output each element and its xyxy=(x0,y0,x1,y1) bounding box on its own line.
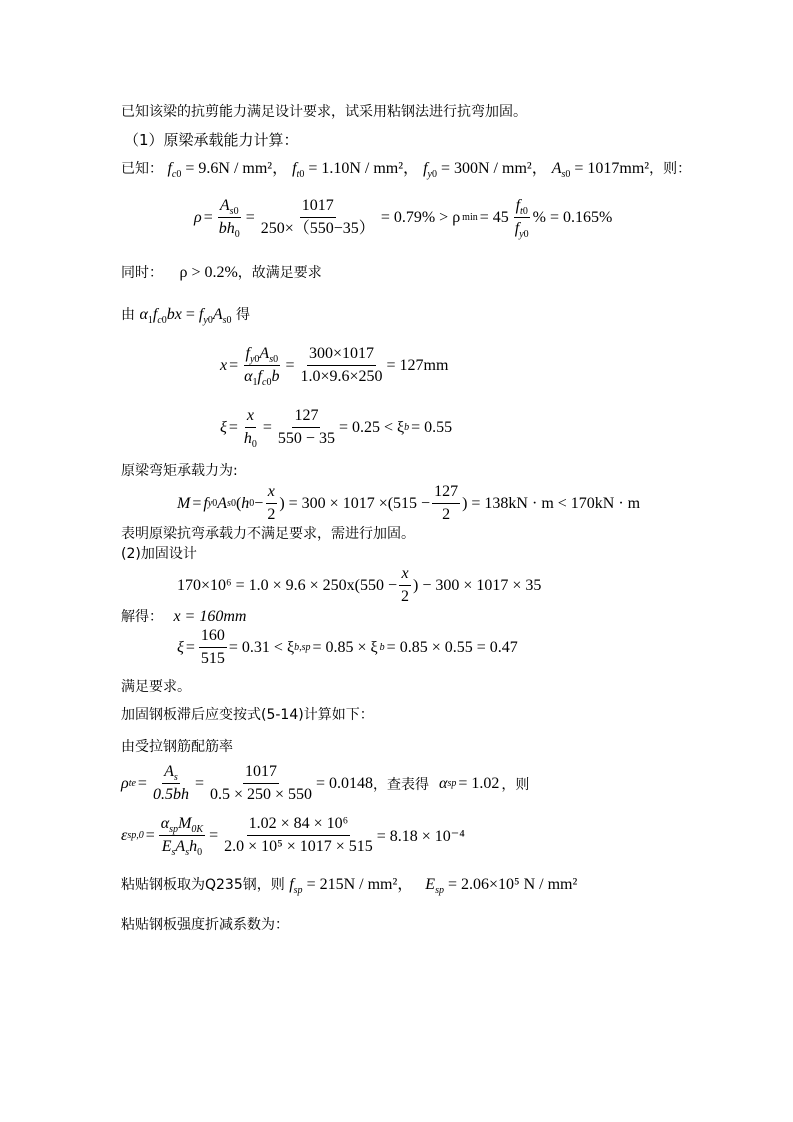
xi-result: = 0.25 < ξ xyxy=(338,418,405,436)
ft0-value: = 1.10N / mm² xyxy=(308,160,404,177)
known-then: ，则： xyxy=(649,161,692,177)
xi2-denominator: 515 xyxy=(200,650,225,667)
eps-result: = 8.18 × 10⁻⁴ xyxy=(376,827,465,845)
xi2-tail: = 0.85 × ξ xyxy=(312,638,378,656)
moment-equation: M = f y 0 A s 0 ( h 0 − $\frac{x}{2}$ ) = 300 × 1017 × (515 − $\frac{127}{2}$ ) = 138kN · m < 170kN · m xyxy=(177,483,641,523)
moment-result: ) = 138kN · m < 170kN · m xyxy=(462,494,641,512)
ok-text: 满足要求。 xyxy=(121,679,191,695)
rho-result: % = 0.165% xyxy=(532,208,613,226)
also-line xyxy=(121,264,322,282)
moment-label: 原梁弯矩承载力为: xyxy=(121,463,238,479)
x-denominator: 1.0×9.6×250 xyxy=(300,368,383,385)
from-line: 由 $\alpha_1f_{c0}bx = f_{y0}A_{s0}$ 得 xyxy=(121,306,250,327)
fy0-value: = 300N / mm² xyxy=(440,160,532,177)
rho-denominator: 250×（550−35） xyxy=(260,220,375,237)
steel-E-value: = 2.06×10⁵ N / mm² xyxy=(447,876,578,893)
As0-value: = 1017mm² xyxy=(574,160,650,177)
rho-numerator: 1017 xyxy=(300,196,336,218)
moment-frac-num: 127 xyxy=(432,482,460,504)
moment-frac-den: 2 xyxy=(442,506,451,523)
known-label: 已知： xyxy=(121,161,163,177)
rho-te-equation: ρ te = $\frac{A_s}{0.5bh}$ = $\frac{1017}{0.5 \times 250 \times 550}$ = 0.0148 ，查表得 α sp = 1.02 ，则 xyxy=(121,763,530,803)
moment-conclusion: 表明原梁抗弯承载力不满足要求，需进行加固。 xyxy=(121,526,415,542)
also-expr: ρ > 0.2% xyxy=(179,264,238,281)
rho-te-label: 由受拉钢筋配筋率 xyxy=(121,739,233,755)
section-2-heading: (2)加固设计 xyxy=(121,546,197,562)
x-result: = 127mm xyxy=(386,356,449,374)
rho-te-den2: 0.5 × 250 × 550 xyxy=(209,786,313,803)
solve-line xyxy=(121,608,246,626)
xi-numerator: 127 xyxy=(292,406,320,428)
rho-te-lookup: ，查表得 xyxy=(373,776,430,793)
steel-label: 粘贴钢板取为Q235钢，则 xyxy=(121,877,285,893)
solve-value: x = 160mm xyxy=(173,608,247,625)
design-left: 170×10⁶ = 1.0 × 9.6 × 250x(550 − xyxy=(177,576,398,594)
rho-te-result: = 0.0148 xyxy=(316,774,374,792)
solve-label: 解得： xyxy=(121,609,163,625)
steel-f-value: = 215N / mm² xyxy=(306,876,398,893)
xi-denominator: 550 − 35 xyxy=(277,430,335,447)
from-label: 由 xyxy=(121,307,135,323)
fc0-value: = 9.6N / mm² xyxy=(185,160,273,177)
lag-label: 加固钢板滞后应变按式(5-14)计算如下： xyxy=(121,707,374,723)
reduction-label: 粘贴钢板强度折减系数为： xyxy=(121,917,289,933)
rho-te-den1: 0.5bh xyxy=(152,786,189,803)
xi2-equation: ξ = $\frac{160}{515}$ = 0.31 < ξ b,sp = 0.85 × ξ b = 0.85 × 0.55 = 0.47 xyxy=(177,627,518,667)
rho-te-num2: 1017 xyxy=(243,762,279,784)
x-equation: x = $\frac{f_{y0}A_{s0}}{\alpha_1f_{c0}b}$ = $\frac{300\times 1017}{1.0\times 9.6\times 250}$ = 127mm xyxy=(220,345,449,389)
rho-equation: ρ = $\frac{A_{s0}}{bh_0}$ = $\frac{1017}{250\times(550-35)}$ = 0.79% > ρ min = 45 $\frac{f_{t0}}{f_{y0}}$ % = 0.165% xyxy=(194,197,613,241)
eps-numerator: 1.02 × 84 × 10⁶ xyxy=(247,814,351,836)
epsilon-equation: ε sp,0 = $\frac{\alpha_{sp}M_{0K}}{E_sA_sh_0}$ = $\frac{\text{1.02 × 84 × 10⁶}}{\text{2.0 × 10⁵ × 1017 × 515}}$ = 8.18 × 10⁻⁴ xyxy=(121,815,465,859)
design-equation: 170×10⁶ = 1.0 × 9.6 × 250x(550 − $\frac{x}{2}$ ) − 300 × 1017 × 35 xyxy=(177,565,542,605)
also-tail: ，故满足要求 xyxy=(237,265,322,281)
rho-mid: = 0.79% > ρ xyxy=(380,208,461,226)
eps-denominator: 2.0 × 10⁵ × 1017 × 515 xyxy=(224,838,373,855)
intro-text: 已知该梁的抗剪能力满足设计要求，试采用粘钢法进行抗弯加固。 xyxy=(121,104,527,120)
from-tail: 得 xyxy=(235,307,250,323)
section-1-heading: （1）原梁承载能力计算： xyxy=(124,131,299,149)
also-label: 同时： xyxy=(121,265,163,281)
xi2-tail2: = 0.85 × 0.55 = 0.47 xyxy=(386,638,518,656)
moment-part1: (515 − xyxy=(387,494,431,512)
steel-line: 粘贴钢板取为Q235钢，则 $f_{sp} = 215N / mm^2$， $E_{sp} = 2.06\times 10^5$ N / mm² xyxy=(121,876,578,897)
x-numerator: 300×1017 xyxy=(307,344,376,366)
xi-b-value: = 0.55 xyxy=(411,418,453,436)
xi2-numerator: 160 xyxy=(199,626,227,648)
xi2-result: = 0.31 < ξ xyxy=(228,638,295,656)
rho-tail: = 45 xyxy=(479,208,509,226)
xi-equation: ξ = $\frac{x}{h_0}$ = $\frac{127}{550 - 35}$ = 0.25 < ξ b = 0.55 xyxy=(220,407,453,451)
moment-mid: ) = 300 × 1017 × xyxy=(279,494,388,512)
known-line: 已知： $f_{c0} = 9.6N / mm^2$， $f_{t0} = 1.10N / mm^2$， $f_{y0} = 300N / mm^2$， $A_{s0} = 1017mm^2$，则： xyxy=(121,160,692,181)
alpha-sp-value: = 1.02 xyxy=(458,774,500,792)
design-right: ) − 300 × 1017 × 35 xyxy=(413,576,542,594)
rho-te-then: ，则 xyxy=(501,776,530,793)
